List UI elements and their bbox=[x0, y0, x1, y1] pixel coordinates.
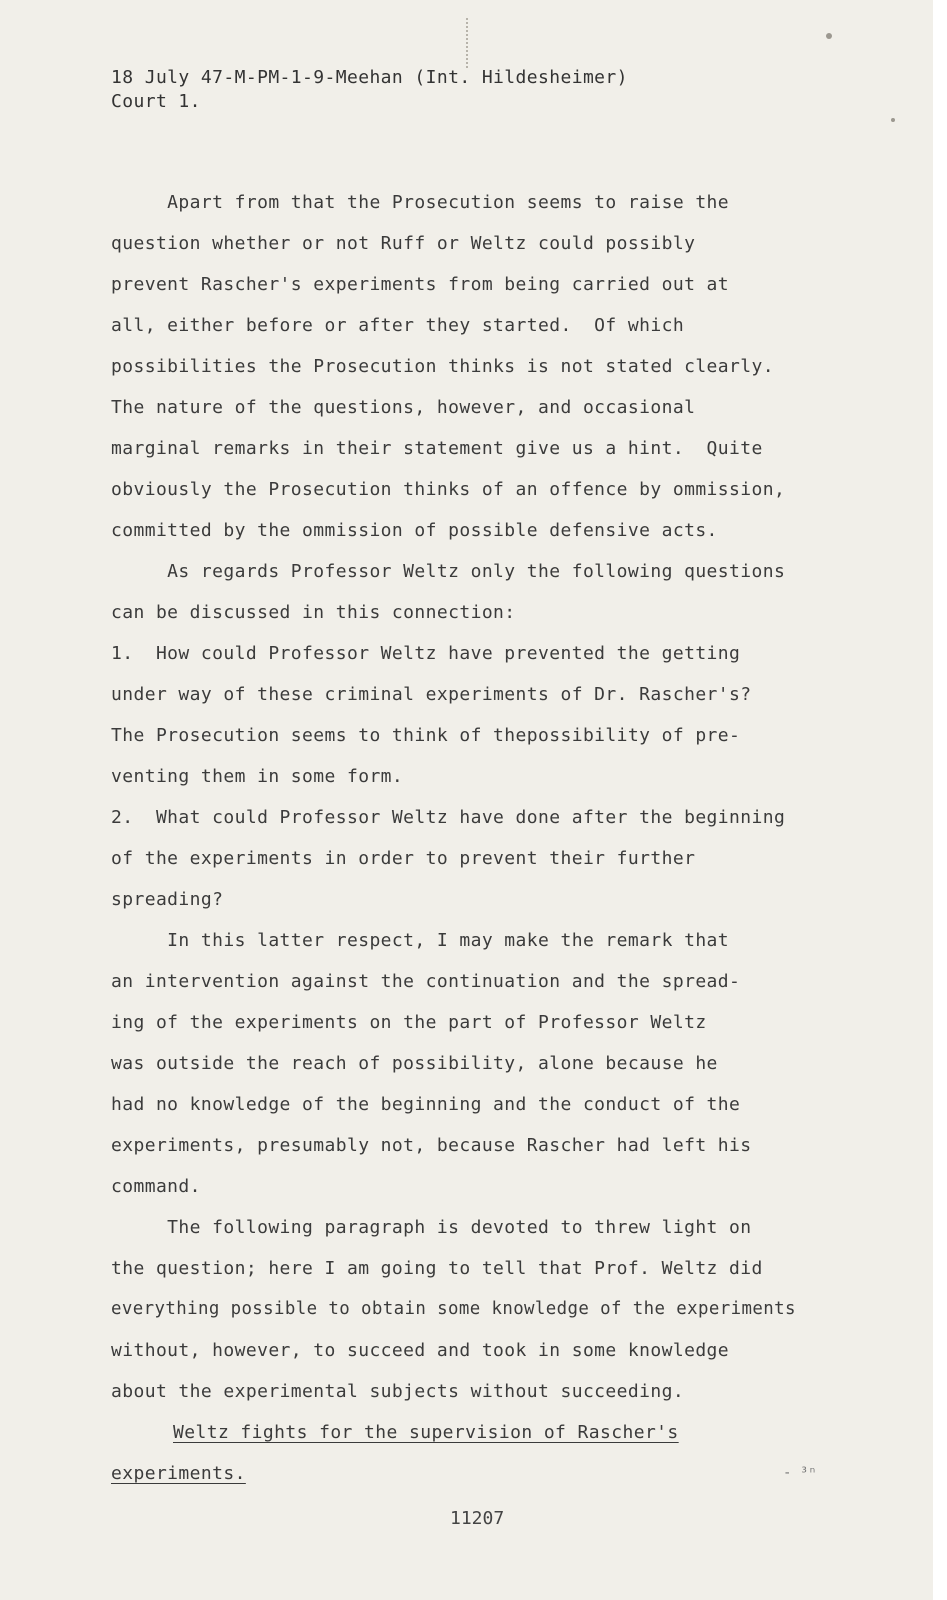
body-line: Apart from that the Prosecution seems to raise the bbox=[111, 192, 730, 213]
body-line: venting them in some form. bbox=[111, 766, 404, 787]
body-line: an intervention against the continuation and the spread- bbox=[111, 971, 741, 992]
page-number: 11207 bbox=[450, 1508, 505, 1529]
page-edge bbox=[933, 0, 940, 1600]
body-line: the question; here I am going to tell that Prof. Weltz did bbox=[111, 1258, 763, 1279]
body-line: The nature of the questions, however, and occasional bbox=[111, 397, 696, 418]
body-line: ing of the experiments on the part of Professor Weltz bbox=[111, 1012, 707, 1033]
body-line: had no knowledge of the beginning and the conduct of the bbox=[111, 1094, 741, 1115]
margin-mark: - ³ⁿ bbox=[783, 1465, 817, 1481]
body-line: without, however, to succeed and took in some knowledge bbox=[111, 1340, 730, 1361]
header-line-1: 18 July 47-M-PM-1-9-Meehan (Int. Hildesheimer) bbox=[111, 67, 628, 88]
body-line: As regards Professor Weltz only the following questions bbox=[111, 561, 786, 582]
body-line: under way of these criminal experiments of Dr. Rascher's? bbox=[111, 684, 752, 705]
section-heading-line-2: experiments. bbox=[111, 1463, 246, 1484]
body-line: 1. How could Professor Weltz have prevented the getting bbox=[111, 643, 741, 664]
fold-mark bbox=[466, 18, 470, 68]
body-line: command. bbox=[111, 1176, 201, 1197]
header-line-2: Court 1. bbox=[111, 91, 201, 112]
body-line: The following paragraph is devoted to threw light on bbox=[111, 1217, 752, 1238]
speck bbox=[891, 118, 895, 122]
body-line: possibilities the Prosecution thinks is not stated clearly. bbox=[111, 356, 774, 377]
speck bbox=[826, 33, 832, 39]
body-line: prevent Rascher's experiments from being carried out at bbox=[111, 274, 730, 295]
body-line: of the experiments in order to prevent their further bbox=[111, 848, 696, 869]
section-heading-line-1: Weltz fights for the supervision of Rascher's bbox=[173, 1422, 679, 1443]
body-line: In this latter respect, I may make the remark that bbox=[111, 930, 730, 951]
body-line: committed by the ommission of possible defensive acts. bbox=[111, 520, 718, 541]
body-line: everything possible to obtain some knowledge of the experiments bbox=[111, 1299, 796, 1319]
body-line: marginal remarks in their statement give us a hint. Quite bbox=[111, 438, 763, 459]
body-line: about the experimental subjects without succeeding. bbox=[111, 1381, 685, 1402]
body-line: spreading? bbox=[111, 889, 224, 910]
body-line: can be discussed in this connection: bbox=[111, 602, 516, 623]
body-line: question whether or not Ruff or Weltz could possibly bbox=[111, 233, 696, 254]
body-line: experiments, presumably not, because Rascher had left his bbox=[111, 1135, 752, 1156]
body-line: obviously the Prosecution thinks of an offence by ommission, bbox=[111, 479, 786, 500]
body-line: was outside the reach of possibility, alone because he bbox=[111, 1053, 718, 1074]
body-line: The Prosecution seems to think of thepossibility of pre- bbox=[111, 725, 741, 746]
body-line: all, either before or after they started. Of which bbox=[111, 315, 685, 336]
body-line: 2. What could Professor Weltz have done after the beginning bbox=[111, 807, 786, 828]
